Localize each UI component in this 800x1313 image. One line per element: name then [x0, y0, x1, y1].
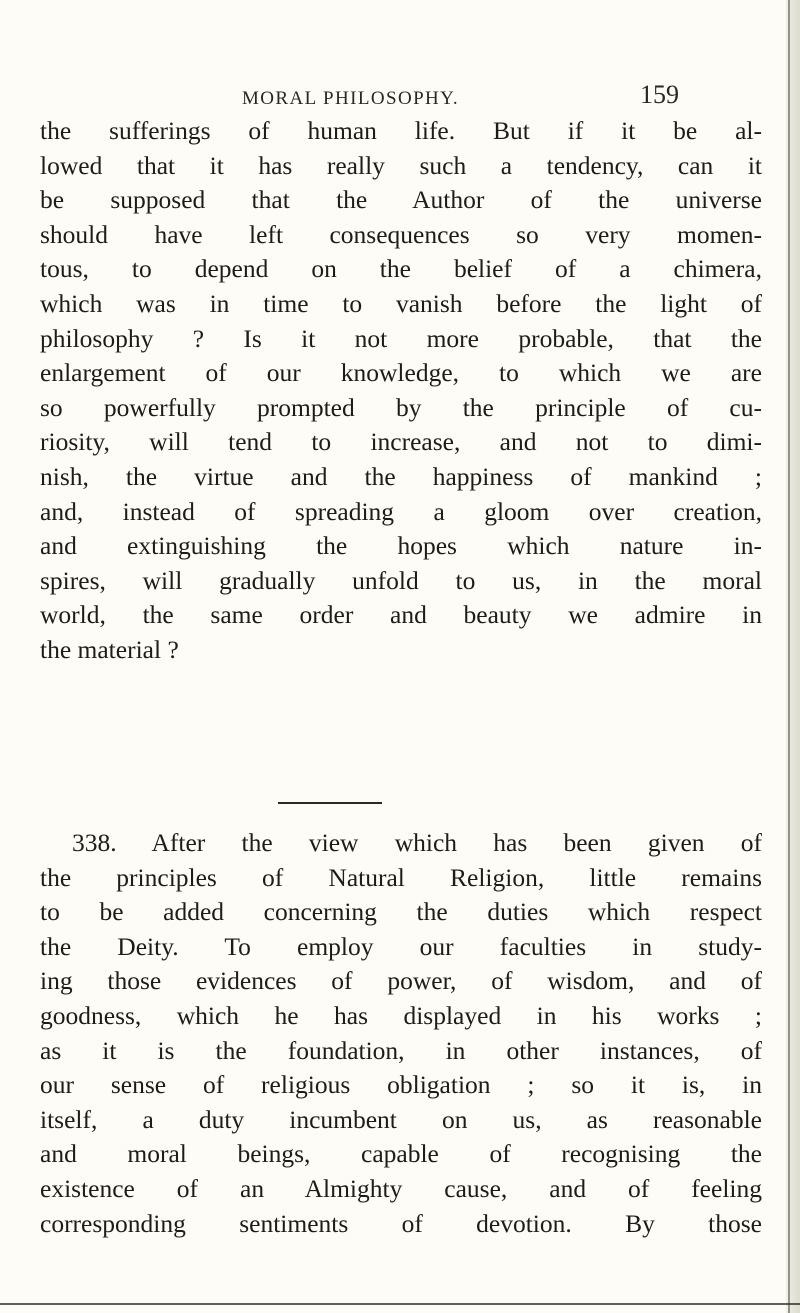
text-line: philosophy ? Is it not more probable, that the — [40, 323, 762, 353]
section-heading-line: 338. After the view which has been given of — [72, 828, 762, 857]
text-line: lowed that it has really such a tendency, can it — [40, 150, 762, 180]
page-bottom-edge — [0, 1303, 800, 1305]
text-line: and moral beings, capable of recognising the — [40, 1139, 762, 1169]
continued-paragraph — [40, 114, 762, 668]
text-line: and extinguishing the hopes which nature in- — [40, 531, 762, 561]
section-divider — [278, 802, 382, 804]
text-line: should have left consequences so very momen- — [40, 219, 762, 249]
text-line: the principles of Natural Religion, little remains — [40, 862, 762, 892]
text-line: as it is the foundation, in other instances, of — [40, 1035, 762, 1065]
page-number: 159 — [640, 80, 679, 109]
text-line: to be added concerning the duties which respect — [40, 897, 762, 927]
text-line: the Deity. To employ our faculties in study- — [40, 931, 762, 961]
text-line: enlargement of our knowledge, to which we are — [40, 358, 762, 388]
running-head: MORAL PHILOSOPHY. — [242, 88, 460, 109]
text-line: ing those evidences of power, of wisdom, and of — [40, 966, 762, 996]
text-line: goodness, which he has displayed in his works ; — [40, 1000, 762, 1030]
text-line: so powerfully prompted by the principle of cu- — [40, 392, 762, 422]
text-line: tous, to depend on the belief of a chimera, — [40, 254, 762, 284]
text-line: existence of an Almighty cause, and of feeling — [40, 1173, 762, 1203]
text-line: nish, the virtue and the happiness of mankind ; — [40, 461, 762, 491]
text-line: world, the same order and beauty we admire in — [40, 600, 762, 630]
text-line: our sense of religious obligation ; so it is, in — [40, 1070, 762, 1100]
text-line: which was in time to vanish before the light of — [40, 288, 762, 318]
text-line: corresponding sentiments of devotion. By those — [40, 1208, 762, 1238]
text-line: the material ? — [40, 634, 179, 664]
section-338-paragraph — [40, 826, 762, 1241]
text-line: riosity, will tend to increase, and not to dimi- — [40, 427, 762, 457]
text-line: and, instead of spreading a gloom over creation, — [40, 496, 762, 526]
text-line: spires, will gradually unfold to us, in the moral — [40, 565, 762, 595]
text-line: itself, a duty incumbent on us, as reasonable — [40, 1104, 762, 1134]
text-line: the sufferings of human life. But if it be al- — [40, 116, 762, 145]
page-edge-line — [788, 0, 790, 1313]
text-line: be supposed that the Author of the universe — [40, 185, 762, 215]
